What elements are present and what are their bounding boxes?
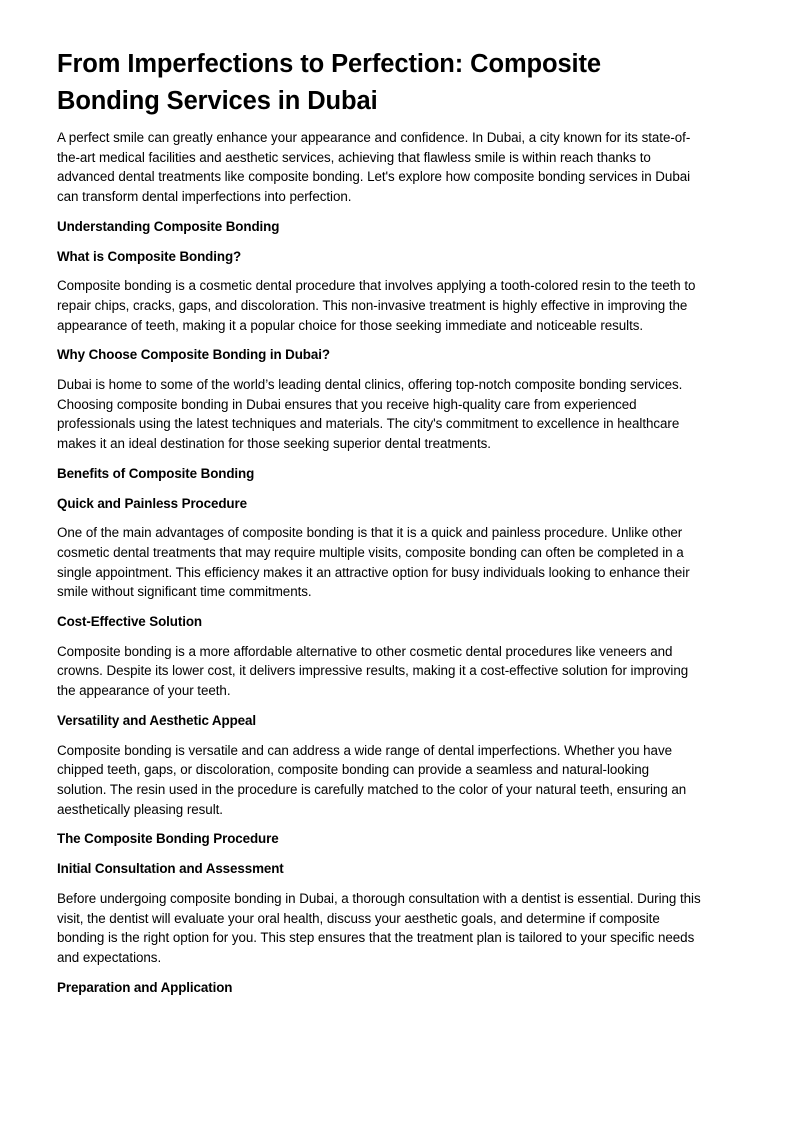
paragraph-why-choose: Dubai is home to some of the world’s leading dental clinics, offering top-notch composite bonding services. Choosing composite bonding in Dubai ensures that you receive high-quality care from experienced professionals using the latest techniques and materials. The city's commitment to excellence in healthcare makes it an ideal destination for those seeking superior dental treatments. <box>57 377 683 452</box>
document-page <box>57 46 702 1007</box>
paragraph-versatility: Composite bonding is versatile and can address a wide range of dental imperfections. Whether you have chipped teeth, gaps, or discoloration, composite bonding can provide a seamless and natural-looking solution. The resin used in the procedure is carefully matched to the color of your natural teeth, ensuring an aesthetically pleasing result. <box>57 742 687 817</box>
paragraph-cost-effective: Composite bonding is a more affordable alternative to other cosmetic dental procedures like veneers and crowns. Despite its lower cost, it delivers impressive results, making it a cost-effective solution for improving the appearance of your teeth. <box>57 643 689 699</box>
subheading-versatility: Versatility and Aesthetic Appeal <box>57 712 256 728</box>
subheading-preparation: Preparation and Application <box>57 979 233 995</box>
subheading-cost-effective: Cost-Effective Solution <box>57 614 203 630</box>
subheading-why-choose: Why Choose Composite Bonding in Dubai? <box>57 347 330 363</box>
subheading-quick-painless: Quick and Painless Procedure <box>57 495 247 511</box>
paragraph-consultation: Before undergoing composite bonding in Dubai, a thorough consultation with a dentist is essential. During this visit, the dentist will evaluate your oral health, discuss your aesthetic goals, and determine if composite bonding is the right option for you. This step ensures that the treatment plan is tailored to your specific needs and expectations. <box>57 890 701 965</box>
subheading-consultation: Initial Consultation and Assessment <box>57 861 284 877</box>
section-heading-procedure: The Composite Bonding Procedure <box>57 831 279 847</box>
section-heading-understanding: Understanding Composite Bonding <box>57 218 280 234</box>
section-heading-benefits: Benefits of Composite Bonding <box>57 465 255 481</box>
paragraph-what-is: Composite bonding is a cosmetic dental procedure that involves applying a tooth-colored resin to the teeth to repair chips, cracks, gaps, and discoloration. This non-invasive treatment is highly effective in improving the appearance of teeth, making it a popular choice for those seeking immediate and noticeable results. <box>57 278 696 333</box>
page-title: From Imperfections to Perfection: Composite Bonding Services in Dubai <box>57 50 602 115</box>
subheading-what-is: What is Composite Bonding? <box>57 248 242 264</box>
paragraph-quick-painless: One of the main advantages of composite bonding is that it is a quick and painless procedure. Unlike other cosmetic dental treatments that may require multiple visits, composite bonding can often be completed in a single appointment. This efficiency makes it an attractive option for busy individuals looking to enhance their smile without significant time commitments. <box>57 525 690 600</box>
intro-paragraph: A perfect smile can greatly enhance your appearance and confidence. In Dubai, a city known for its state-of-the-art medical facilities and aesthetic services, achieving that flawless smile is within reach thanks to advanced dental treatments like composite bonding. Let's explore how composite bonding services in Dubai can transform dental imperfections into perfection. <box>57 130 691 205</box>
